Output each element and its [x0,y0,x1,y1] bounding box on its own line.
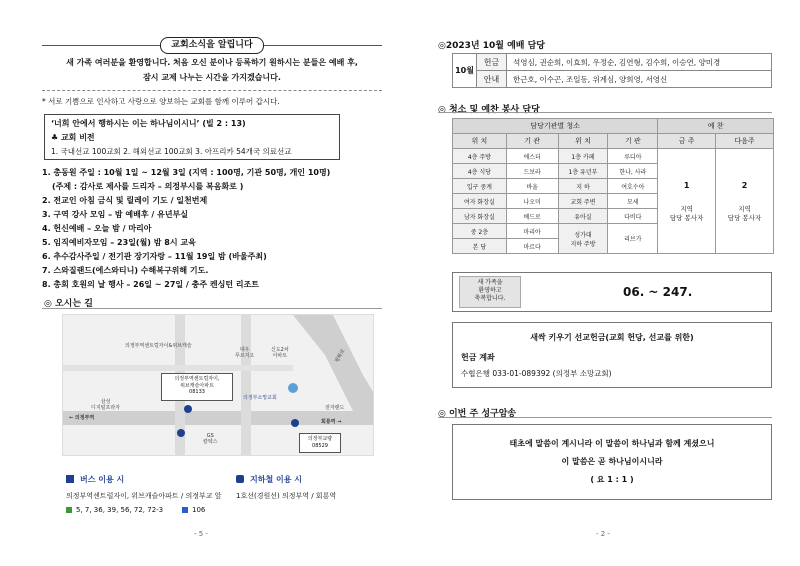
table-row [453,54,772,71]
memory-line-1: 태초에 말씀이 계시니라 이 말씀이 하나님과 함께 계셨으니 [509,439,715,448]
cell: 나오미 [506,194,558,209]
cell: 1층 유년부 [558,164,608,179]
cleaning-header: 담당기관별 청소 [453,119,658,134]
welcome-divider [42,90,382,91]
service-role: 안내 [477,71,507,88]
cell: 입구 중계 [453,179,507,194]
this-week-label: 지역 담당 봉사자 [669,204,704,222]
church-verse: ‘너희 안에서 행하시는 이는 하나님이시니’ (빌 2 : 13) [51,119,246,128]
subway-stop [177,429,185,437]
col-next-week: 다음주 [716,134,774,149]
service-role: 헌금 [477,54,507,71]
service-month: 10월 [453,54,477,88]
news-item-1: 1. 총동원 주일 : 10월 1일 ~ 12월 3일 (지역 : 100명, 기관 50명, 개인 10명) [42,168,331,177]
col-group: 기 관 [608,134,658,149]
col-location: 위 치 [453,134,507,149]
side-road-3 [63,365,293,371]
blue-bus-icon [182,507,188,513]
cell: 바울 [506,179,558,194]
cell: 본 당 [453,239,507,254]
cleaning-table [452,118,774,254]
verse-box [44,114,340,160]
cell: 남자 화장실 [453,209,507,224]
newcomer-value: 06. ~ 247. [623,285,693,299]
mission-box [452,322,772,388]
cell: 4층 주방 [453,149,507,164]
service-names: 석영심, 권순희, 이효희, 우정순, 김연형, 김수희, 이승연, 양미경 [507,54,772,71]
next-week-num: 2 [741,180,748,190]
table-row [453,119,774,134]
news-item-4: 4. 헌신예배 – 오늘 밤 / 마리아 [42,224,152,233]
memory-verse-title: ◎ 이번 주 성구암송 [438,409,517,419]
cell: 여호수아 [608,179,658,194]
col-group: 기 관 [506,134,558,149]
newcomer-box [452,272,772,312]
cell: 베드로 [506,209,558,224]
mission-account-label: 헌금 계좌 [461,353,495,362]
map-building-bridge: 의정부교량 08529 [299,433,341,453]
cell: 마르다 [506,239,558,254]
green-bus-icon [66,507,72,513]
service-table [452,53,772,88]
news-list [42,167,330,293]
vision-title: ♣ 교회 비전 [51,133,95,142]
cell: 1층 카페 [558,149,608,164]
table-row [453,134,774,149]
cell: 리브가 [608,224,658,254]
cell: 지 하 [558,179,608,194]
bus-title: 버스 이용 시 [80,475,125,484]
cell: 교회 주변 [558,194,608,209]
next-week-label: 지역 담당 봉사자 [727,204,762,222]
mission-title: 새싹 키우기 선교헌금(교회 헌당, 선교를 위한) [530,333,694,342]
bus-icon [66,475,74,483]
cell: 한나, 사라 [608,164,658,179]
cell: 마리아 [506,224,558,239]
subway-text: 1호선(경원선) 의정부역 / 회룡역 [236,492,337,500]
praise-header: 예 찬 [658,119,774,134]
side-road-2 [241,315,251,456]
this-week-num: 1 [683,180,690,190]
blue-bus-routes: 106 [192,506,206,514]
map-label-samsung: 삼성 디지털프라자 [91,399,120,411]
map-label-right-station: 회룡역 → [321,419,342,425]
diagonal-road [293,315,374,411]
cell: 모세 [608,194,658,209]
service-title: ◎2023년 10월 예배 담당 [438,41,545,51]
welcome-message [42,55,382,89]
subway-icon [236,475,244,483]
newcomer-label: 새 가족을 환영하고 축복합니다. [459,276,521,308]
directions-rule [42,308,382,309]
map-label-gs: GS 칼텍스 [203,433,218,445]
news-item-3: 3. 구역 강사 모임 – 밤 예배후 / 유년부실 [42,210,188,219]
col-location: 위 치 [558,134,608,149]
location-map [62,314,374,456]
news-title: 교회소식을 알립니다 [160,37,264,54]
news-item-8: 8. 총회 호원의 날 행사 – 26일 ~ 27일 / 충주 켄싱턴 리조트 [42,280,260,289]
news-item-2: 2. 전교인 아침 금식 및 릴레이 기도 / 일천번제 [42,196,208,205]
bus-stop-2 [291,419,299,427]
news-item-6: 6. 추수감사주일 / 전기관 장기자랑 – 11월 19일 밤 (바울주최) [42,252,267,261]
map-building-central: 의정부역센트럴자이, 위브캐슬아파트 08133 [161,373,233,401]
cell: 성가대 지하 주방 [558,224,608,254]
cell: 중 2층 [453,224,507,239]
next-week-cell [716,149,774,254]
cell: 여자 화장실 [453,194,507,209]
cell: 루디아 [608,149,658,164]
map-label-central-ave: 평화로 [334,348,347,364]
news-item-5: 5. 임직예비자모임 – 23일(월) 밤 8시 교육 [42,238,196,247]
cleaning-rule [438,112,772,113]
bus-stop-1 [184,405,192,413]
cell: 4층 식당 [453,164,507,179]
courtesy-note: * 서로 기쁨으로 인사하고 사랑으로 양보하는 교회를 함께 이루어 갑시다. [42,97,280,106]
left-page-number: - 5 - [194,530,208,538]
map-label-left-station: ← 의정부역 [69,415,95,421]
cell: 에스더 [506,149,558,164]
memory-verse-box [452,424,772,500]
table-row [453,71,772,88]
welcome-line-1: 새 가족 여러분을 환영합니다. 처음 오신 분이나 등록하기 원하시는 분들은 예배 후, [66,58,358,67]
cleaning-title: ◎ 청소 및 예찬 봉사 담당 [438,105,540,115]
mission-account: 수협은행 033-01-089392 (의정부 소망교회) [461,369,612,378]
bus-stop-text: 의정부역센트럴자이, 위브캐슬아파트 / 의정부교 앞 [66,492,222,500]
welcome-line-2: 잠시 교제 나누는 시간을 가지겠습니다. [143,73,281,82]
directions-title: ◎ 오시는 길 [44,299,93,309]
map-label-shindong: 신도2차 아파트 [271,347,289,359]
table-row [453,149,774,164]
vision-text: 1. 국내선교 100교회 2. 해외선교 100교회 3. 아프리카 54개국 의료선교 [51,147,292,156]
church-marker [288,383,298,393]
cell: 드보라 [506,164,558,179]
cell: 다비다 [608,209,658,224]
news-item-1-sub: (주제 : 감사로 제사를 드리자 – 의정부시를 복음화로 ) [52,182,244,191]
service-names: 한근호, 이수곤, 조일동, 위계심, 양희영, 서영신 [507,71,772,88]
memory-line-2: 이 말씀은 곧 하나님이시니라 [561,457,663,466]
col-this-week: 금 주 [658,134,716,149]
right-page-number: - 2 - [596,530,610,538]
map-label-daewoo: 대우 푸르지오 [235,347,255,359]
this-week-cell [658,149,716,254]
green-bus-routes: 5, 7, 36, 39, 56, 72, 72-3 [76,506,164,514]
map-label-central-plaza: 의정부역센트럴자이&위브캐슬 [125,343,192,349]
memory-line-3: ( 요 1 : 1 ) [590,475,634,484]
subway-title: 지하철 이용 시 [250,475,302,484]
cell: 유아실 [558,209,608,224]
memory-verse-rule [438,417,772,418]
news-item-7: 7. 스와질랜드(에스와티니) 수해복구위해 기도. [42,266,209,275]
map-label-jeonjaland: 전자랜드 [325,405,345,411]
map-label-church: 의정부소망교회 [243,395,277,401]
